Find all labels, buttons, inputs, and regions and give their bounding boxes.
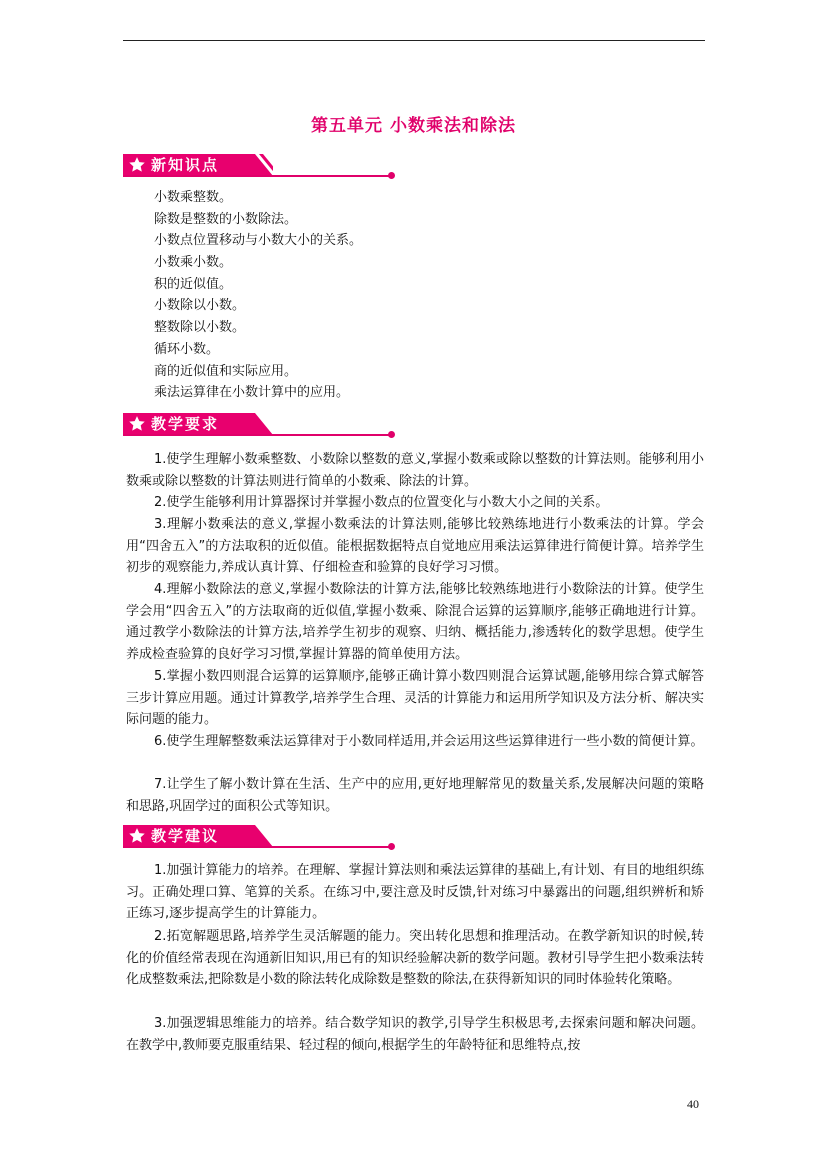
section-title: 教学要求 [151,415,220,433]
suggestion-paragraph: 3.加强逻辑思维能力的培养。结合数学知识的教学,引导学生积极思考,去探索问题和解决问题。在教学中,教师要克服重结果、轻过程的倾向,根据学生的年龄特征和思维特点,按 [126,1016,704,1053]
list-item: 循环小数。 [154,341,220,357]
requirement-paragraph: 2.使学生能够利用计算器探讨并掌握小数点的位置变化与小数大小之间的关系。 [154,495,609,510]
header-rule [123,40,705,41]
page-number: 40 [687,1097,699,1111]
banner-underline [123,846,391,848]
list-item: 小数除以小数。 [154,298,246,314]
list-item: 小数点位置移动与小数大小的关系。 [154,233,363,249]
section-banner-suggestions [123,825,398,851]
list-item: 商的近似值和实际应用。 [154,363,298,379]
list-item: 除数是整数的小数除法。 [154,211,298,227]
requirement-paragraph: 3.理解小数乘法的意义,掌握小数乘法的计算法则,能够比较熟练地进行小数乘法的计算。学会用“四舍五入”的方法取积的近似值。能根据数据特点自觉地应用乘法运算律进行简便计算。培养学生初步的观察能力,养成认真计算、仔细检查和验算的良好学习习惯。 [126,517,704,575]
requirement-paragraph: 4.理解小数除法的意义,掌握小数除法的计算方法,能够比较熟练地进行小数除法的计算。使学生学会用“四舍五入”的方法取商的近似值,掌握小数乘、除混合运算的运算顺序,能够正确地进行计算。通过教学小数除法的计算方法,培养学生初步的观察、归纳、概括能力,渗透转化的数学思想。使学生养成检查验算的良好学习习惯,掌握计算器的简单使用方法。 [126,582,704,662]
list-item: 乘法运算律在小数计算中的应用。 [154,385,350,401]
list-item: 积的近似值。 [154,276,233,292]
list-item: 小数乘整数。 [154,190,233,205]
section-title: 教学建议 [151,827,220,845]
star-icon [128,156,146,174]
star-icon [128,827,146,845]
suggestion-paragraph: 1.加强计算能力的培养。在理解、掌握计算法则和乘法运算律的基础上,有计划、有目的地组织练习。正确处理口算、笔算的关系。在练习中,要注意及时反馈,针对练习中暴露出的问题,组织辨析和矫正练习,逐步提高学生的计算能力。 [126,863,704,921]
banner-underline [123,434,391,436]
requirement-paragraph: 6.使学生理解整数乘法运算律对于小数同样适用,并会运用这些运算律进行一些小数的简便计算。 [154,734,704,749]
list-item: 整数除以小数。 [154,320,246,336]
knowledge-point-list [154,187,362,404]
list-item: 小数乘小数。 [154,255,233,271]
banner-dot [388,843,395,850]
banner-underline [123,175,391,177]
page-title: 第五单元 小数乘法和除法 [311,116,516,136]
section-title: 新知识点 [151,156,220,174]
banner-dot [388,172,395,179]
star-icon [128,415,146,433]
requirement-paragraph: 1.使学生理解小数乘整数、小数除以整数的意义,掌握小数乘或除以整数的计算法则。能够利用小数乘或除以整数的计算法则进行简单的小数乘、除法的计算。 [126,452,704,489]
section-banner-knowledge [123,154,398,180]
suggestion-paragraph: 2.拓宽解题思路,培养学生灵活解题的能力。突出转化思想和推理活动。在教学新知识的时候,转化的价值经常表现在沟通新旧知识,用已有的知识经验解决新的数学问题。教材引导学生把小数乘法转化成整数乘法,把除数是小数的除法转化成除数是整数的除法,在获得新知识的同时体验转化策略。 [126,929,704,987]
section-banner-requirements [123,413,398,439]
requirement-paragraph: 7.让学生了解小数计算在生活、生产中的应用,更好地理解常见的数量关系,发展解决问题的策略和思路,巩固学过的面积公式等知识。 [126,777,704,814]
requirement-paragraph: 5.掌握小数四则混合运算的运算顺序,能够正确计算小数四则混合运算试题,能够用综合算式解答三步计算应用题。通过计算教学,培养学生合理、灵活的计算能力和运用所学知识及方法分析、解决实际问题的能力。 [126,669,704,727]
banner-dot [388,431,395,438]
